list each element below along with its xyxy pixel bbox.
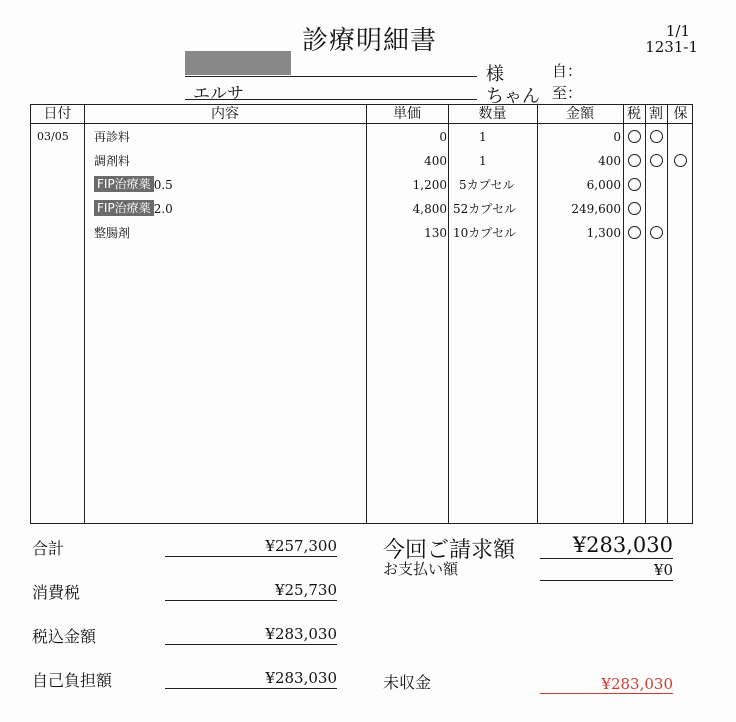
header-quantity: 数量 xyxy=(478,106,507,122)
row-amount: 249,600 xyxy=(571,202,621,216)
header-content: 内容 xyxy=(211,106,239,122)
row-quantity: 1 xyxy=(479,130,487,144)
header-discount: 割 xyxy=(649,106,663,122)
row-unit-price: 400 xyxy=(424,154,447,168)
tax-mark-circle xyxy=(628,130,641,143)
insurance-mark-circle xyxy=(674,154,687,167)
row-quantity: 52カプセル xyxy=(453,202,517,216)
row-item xyxy=(94,125,130,149)
redaction-tag: FIP治療薬 xyxy=(94,176,154,192)
period-from-label: 自： xyxy=(552,62,583,80)
invoice-underline xyxy=(540,558,673,559)
row-amount: 1,300 xyxy=(586,226,621,240)
self-pay-label: 自己負担額 xyxy=(32,671,113,690)
item-name: 0.5 xyxy=(153,178,173,192)
tax-mark-circle xyxy=(628,226,641,239)
page-number: 1/1 xyxy=(665,22,690,40)
itemized-table xyxy=(30,104,693,524)
honorific-sama: 様 xyxy=(486,64,504,85)
tax-underline xyxy=(165,600,337,601)
invoice-amount: ¥283,030 xyxy=(572,533,673,557)
with-tax-label: 税込金額 xyxy=(32,627,97,646)
table-row xyxy=(31,125,692,149)
document-title: 診療明細書 xyxy=(302,26,438,56)
unpaid-amount: ¥283,030 xyxy=(601,675,673,693)
redacted-owner-name xyxy=(185,51,291,75)
item-name: 整腸剤 xyxy=(94,226,131,240)
row-amount: 0 xyxy=(613,130,621,144)
header-unit-price: 単価 xyxy=(393,106,421,122)
self-pay-underline xyxy=(165,688,337,689)
subtotal-label: 合計 xyxy=(32,539,65,558)
header-tax: 税 xyxy=(627,106,641,122)
with-tax-underline xyxy=(165,644,337,645)
header-amount: 金額 xyxy=(566,106,594,122)
patient-underline xyxy=(185,99,477,100)
header-insurance: 保 xyxy=(673,106,688,122)
row-item xyxy=(94,173,173,197)
unpaid-underline xyxy=(540,693,673,694)
invoice-label: 今回ご請求額 xyxy=(383,538,516,563)
with-tax-amount: ¥283,030 xyxy=(265,625,337,643)
patient-name: エルサ xyxy=(193,84,244,104)
honorific-chan: ちゃん xyxy=(486,86,540,107)
tax-amount: ¥25,730 xyxy=(274,581,337,599)
subtotal-amount: ¥257,300 xyxy=(265,537,337,555)
row-quantity: 1 xyxy=(479,154,487,168)
discount-mark-circle xyxy=(650,130,663,143)
item-name: 2.0 xyxy=(153,202,173,216)
row-amount: 6,000 xyxy=(586,178,621,192)
paid-underline xyxy=(540,580,673,581)
paid-label: お支払い額 xyxy=(383,560,459,578)
row-unit-price: 0 xyxy=(439,130,447,144)
discount-mark-circle xyxy=(650,226,663,239)
period-to-label: 至： xyxy=(552,84,583,102)
tax-label: 消費税 xyxy=(32,583,81,602)
table-row xyxy=(31,197,692,221)
owner-underline xyxy=(185,76,477,77)
header-divider xyxy=(31,123,692,124)
row-quantity: 5カプセル xyxy=(459,178,515,192)
row-unit-price: 130 xyxy=(424,226,447,240)
table-row xyxy=(31,149,692,173)
tax-mark-circle xyxy=(628,154,641,167)
tax-mark-circle xyxy=(628,202,641,215)
self-pay-amount: ¥283,030 xyxy=(265,669,337,687)
table-row xyxy=(31,173,692,197)
row-item xyxy=(94,197,173,221)
item-name: 再診料 xyxy=(94,130,131,144)
paid-amount: ¥0 xyxy=(653,561,673,579)
header-date: 日付 xyxy=(43,106,72,122)
subtotal-underline xyxy=(165,556,337,557)
table-row xyxy=(31,221,692,245)
row-item xyxy=(94,221,130,245)
item-name: 調剤料 xyxy=(94,154,131,168)
row-date: 03/05 xyxy=(37,130,69,143)
row-unit-price: 1,200 xyxy=(412,178,447,192)
redaction-tag: FIP治療薬 xyxy=(94,200,154,216)
row-quantity: 10カプセル xyxy=(453,226,517,240)
row-unit-price: 4,800 xyxy=(412,202,447,216)
tax-mark-circle xyxy=(628,178,641,191)
document-number: 1231-1 xyxy=(645,38,698,56)
discount-mark-circle xyxy=(650,154,663,167)
row-item xyxy=(94,149,130,173)
row-amount: 400 xyxy=(598,154,621,168)
unpaid-label: 未収金 xyxy=(383,673,432,692)
